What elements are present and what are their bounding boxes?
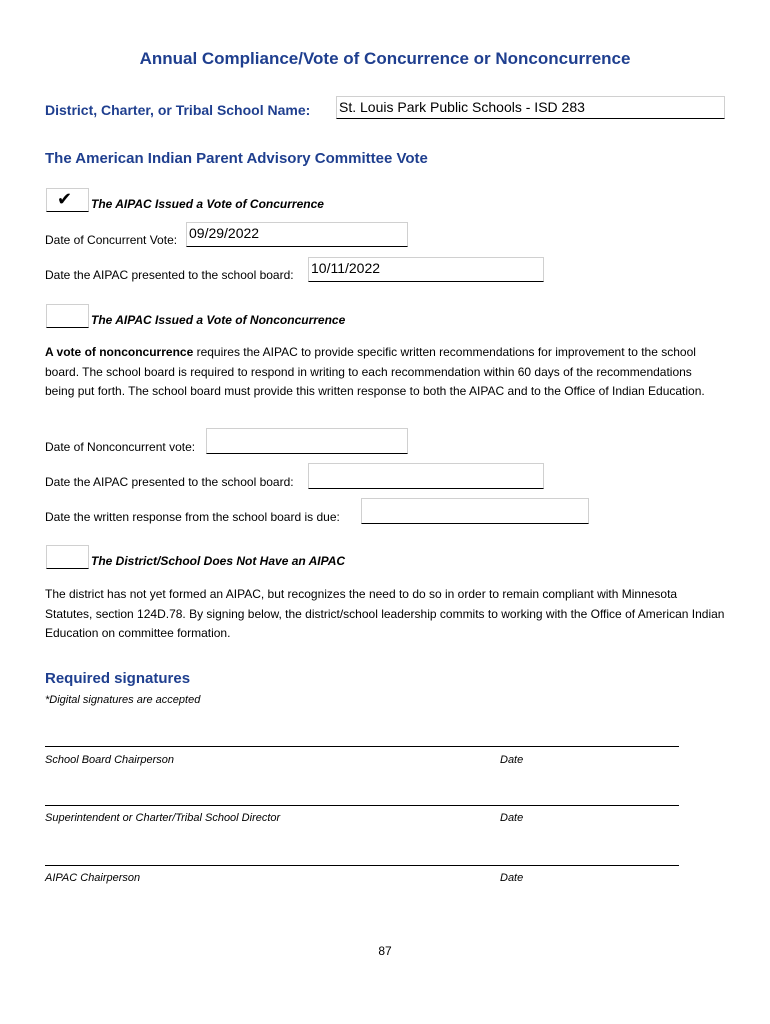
no-aipac-option-label: The District/School Does Not Have an AIPAC — [91, 554, 346, 568]
nonconcurrent-vote-date-label: Date of Nonconcurrent vote: — [45, 440, 196, 454]
nonconcurrence-paragraph-text: requires the AIPAC to provide specific written recommendations for improvement to the school board. The school board is required to respond in writing to each recommendation within 60 days of the recommendations being put forth. The school board must provide this written response to both the AIPAC and to the Office of Indian Education. — [45, 345, 705, 398]
concurrence-checkbox[interactable] — [46, 188, 89, 212]
signature-label-board-chair: School Board Chairperson — [45, 754, 175, 766]
nonconcurrence-checkbox[interactable] — [46, 304, 89, 328]
signature-date-label: Date — [500, 812, 524, 824]
nonconcurrence-presented-date-field[interactable] — [308, 463, 544, 489]
concurrence-presented-date-label: Date the AIPAC presented to the school board: — [45, 268, 294, 282]
nonconcurrence-presented-date-label: Date the AIPAC presented to the school board: — [45, 475, 294, 489]
page-number: 87 — [378, 944, 392, 958]
district-label: District, Charter, or Tribal School Name: — [45, 102, 311, 118]
signatures-heading: Required signatures — [45, 670, 191, 687]
signature-date-label: Date — [500, 872, 524, 884]
nonconcurrence-paragraph-bold: A vote of nonconcurrence — [45, 345, 194, 359]
nonconcurrence-option-label: The AIPAC Issued a Vote of Nonconcurrence — [91, 313, 346, 327]
checkmark-icon: ✔ — [57, 189, 73, 209]
district-name-field[interactable]: St. Louis Park Public Schools - ISD 283 — [336, 96, 725, 119]
signature-line-superintendent[interactable] — [45, 805, 679, 806]
signature-line-aipac-chair[interactable] — [45, 865, 679, 866]
signature-line-board-chair[interactable] — [45, 746, 679, 747]
concurrent-vote-date-field[interactable]: 09/29/2022 — [186, 222, 408, 247]
concurrent-vote-date-label: Date of Concurrent Vote: — [45, 233, 178, 247]
digital-signature-note: *Digital signatures are accepted — [45, 694, 201, 706]
response-due-date-field[interactable] — [361, 498, 589, 524]
concurrence-presented-date-field[interactable]: 10/11/2022 — [308, 257, 544, 282]
no-aipac-paragraph: The district has not yet formed an AIPAC, but recognizes the need to do so in order to remain compliant with Minnesota Statutes, section 124D.78. By signing below, the district/school leadership commits to working with the Office of American Indian Education on committee formation. — [45, 587, 725, 640]
page-title: Annual Compliance/Vote of Concurrence or Nonconcurrence — [139, 49, 631, 68]
nonconcurrence-paragraph — [45, 343, 720, 402]
no-aipac-checkbox[interactable] — [46, 545, 89, 569]
nonconcurrent-vote-date-field[interactable] — [206, 428, 408, 454]
vote-section-heading: The American Indian Parent Advisory Committee Vote — [45, 150, 428, 167]
concurrence-option-label: The AIPAC Issued a Vote of Concurrence — [91, 197, 324, 211]
response-due-date-label: Date the written response from the school board is due: — [45, 510, 340, 524]
signature-label-aipac-chair: AIPAC Chairperson — [45, 872, 141, 884]
signature-label-superintendent: Superintendent or Charter/Tribal School Director — [45, 812, 281, 824]
signature-date-label: Date — [500, 754, 524, 766]
